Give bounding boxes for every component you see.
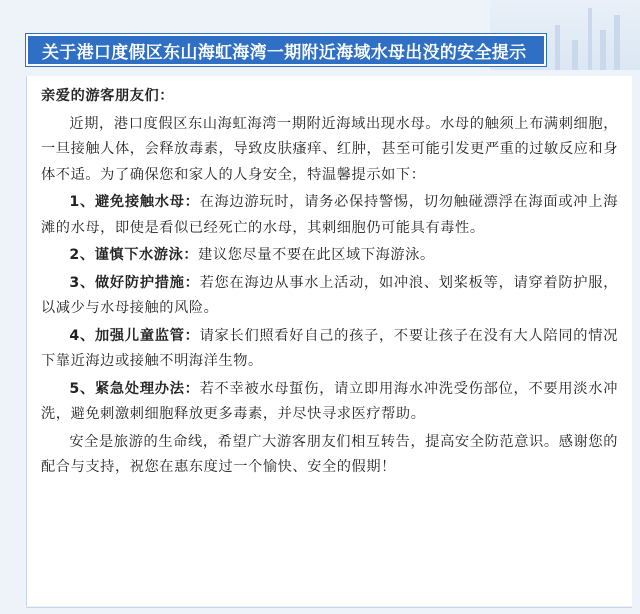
intro-paragraph: 近期，港口度假区东山海虹海湾一期附近海域出现水母。水母的触须上布满刺细胞，一旦接触人体，会释放毒素，导致皮肤瘙痒、红肿，甚至可能引发更严重的过敏反应和身体不适。为了确保您和家人的人身安全，特温馨提示如下： <box>41 115 618 183</box>
tip-text-1: 在海边游玩时，请务必保持警惕，切勿触碰漂浮在海面或冲上海滩的水母，即使是看似已经死亡的水母，其刺细胞仍可能具有毒性。 <box>41 194 618 236</box>
closing-paragraph: 安全是旅游的生命线，希望广大游客朋友们相互转告，提高安全防范意识。感谢您的配合与支持，祝您在惠东度过一个愉快、安全的假期！ <box>41 433 618 475</box>
tip-item-5 <box>41 377 618 428</box>
notice-body <box>26 76 632 606</box>
notice-title-bar <box>26 34 546 66</box>
tip-text-4: 请家长们照看好自己的孩子，不要让孩子在没有大人陪同的情况下靠近海边或接触不明海洋生物。 <box>41 327 618 369</box>
tip-text-5: 若不幸被水母蜇伤，请立即用海水冲洗受伤部位，不要用淡水冲洗，避免刺激刺细胞释放更多毒素，并尽快寻求医疗帮助。 <box>41 380 618 422</box>
tip-item-1 <box>41 190 618 241</box>
bottom-divider <box>26 607 632 608</box>
tip-text-2: 建议您尽量不要在此区域下海游泳。 <box>198 247 435 263</box>
tip-item-3 <box>41 271 618 322</box>
tip-item-2 <box>41 243 618 269</box>
tip-item-4 <box>41 324 618 375</box>
tip-heading-4: 4、加强儿童监管： <box>69 327 200 344</box>
tip-heading-1: 1、避免接触水母： <box>69 194 200 210</box>
tip-text-3: 若您在海边从事水上活动，如冲浪、划桨板等，请穿着防护服，以减少与水母接触的风险。 <box>41 274 618 316</box>
greeting: 亲爱的游客朋友们： <box>41 88 175 104</box>
tip-heading-2: 2、谨慎下水游泳： <box>69 247 199 263</box>
tip-heading-3: 3、做好防护措施： <box>69 274 200 291</box>
notice-title: 关于港口度假区东山海虹海湾一期附近海域水母出没的安全提示 <box>42 42 527 63</box>
tip-heading-5: 5、紧急处理办法： <box>69 380 200 397</box>
